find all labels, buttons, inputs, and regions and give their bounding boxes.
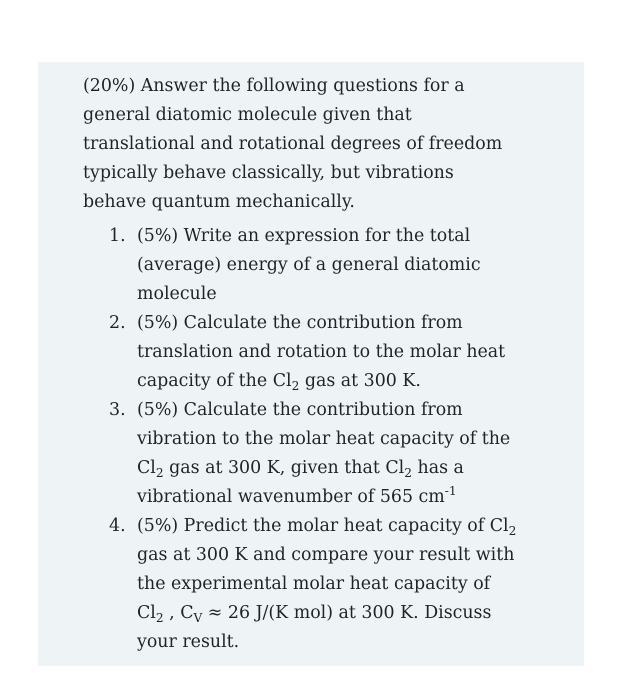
- question-number: 1.: [109, 226, 126, 246]
- text-run: ≈ 26 J/(K mol) at 300 K. Discuss: [202, 603, 492, 623]
- subscript: 2: [155, 611, 164, 626]
- superscript: -1: [444, 484, 457, 499]
- subscript: 2: [404, 466, 412, 481]
- subscript: 2: [155, 466, 164, 481]
- question-line: your result.: [137, 632, 240, 652]
- text-run: vibrational wavenumber of 565 cm: [137, 487, 445, 507]
- question-number: 3.: [109, 400, 126, 420]
- question-line: molecule: [137, 284, 217, 304]
- question-line: [137, 367, 553, 396]
- question-item-2: [83, 309, 553, 396]
- text-run: gas at 300 K, given that Cl: [163, 458, 405, 478]
- question-line: [137, 483, 553, 512]
- question-line: (5%) Write an expression for the total: [137, 226, 471, 246]
- question-line: vibration to the molar heat capacity of the: [137, 429, 511, 449]
- question-line: the experimental molar heat capacity of: [137, 574, 491, 594]
- text-run: Cl: [137, 458, 156, 478]
- intro-paragraph: [83, 72, 553, 217]
- text-run: capacity of the Cl: [137, 371, 292, 391]
- question-line: [137, 599, 553, 628]
- question-number: 2.: [109, 313, 126, 333]
- question-item-3: [83, 396, 553, 512]
- question-item-4: [83, 512, 553, 657]
- intro-line: general diatomic molecule given that: [83, 105, 412, 125]
- question-line: [137, 454, 553, 483]
- question-list: [83, 222, 553, 657]
- question-line: (5%) Calculate the contribution from: [137, 400, 463, 420]
- intro-line: behave quantum mechanically.: [83, 192, 355, 212]
- question-number: 4.: [109, 516, 126, 536]
- text-run: gas at 300 K.: [299, 371, 421, 391]
- question-line: (5%) Calculate the contribution from: [137, 313, 463, 333]
- text-run: has a: [411, 458, 464, 478]
- subscript: 2: [291, 379, 300, 394]
- subscript: V: [193, 611, 203, 626]
- intro-line: translational and rotational degrees of freedom: [83, 134, 503, 154]
- question-line: gas at 300 K and compare your result with: [137, 545, 515, 565]
- question-content: [83, 72, 553, 657]
- question-item-1: [83, 222, 553, 309]
- question-line: (average) energy of a general diatomic: [137, 255, 481, 275]
- intro-line: (20%) Answer the following questions for a: [83, 76, 465, 96]
- text-run: , C: [163, 603, 194, 623]
- question-line: translation and rotation to the molar heat: [137, 342, 506, 362]
- question-line: [137, 512, 553, 541]
- question-card: [38, 62, 584, 666]
- text-run: Cl: [137, 603, 156, 623]
- intro-line: typically behave classically, but vibrations: [83, 163, 454, 183]
- subscript: 2: [508, 524, 517, 539]
- text-run: (5%) Predict the molar heat capacity of Cl: [137, 516, 509, 536]
